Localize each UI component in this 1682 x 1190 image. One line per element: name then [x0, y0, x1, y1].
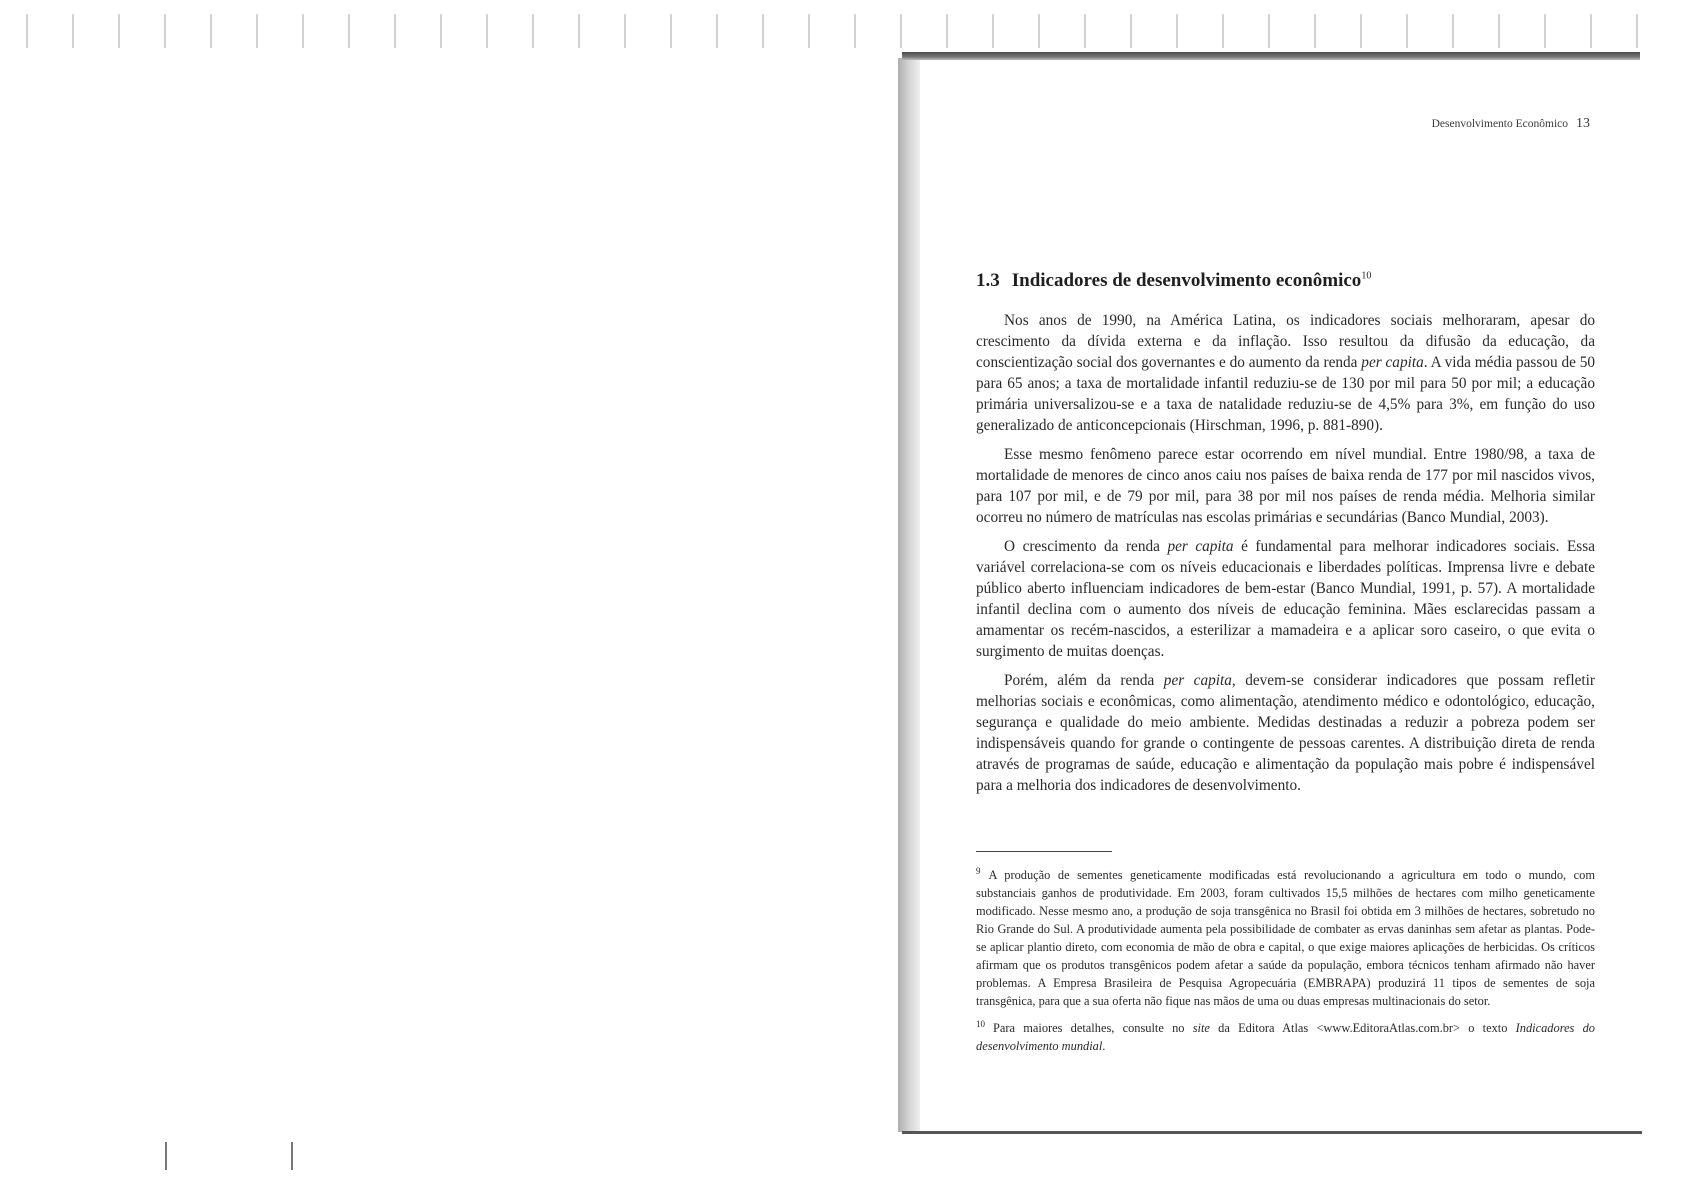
top-rule: [902, 52, 1640, 60]
footnotes: [976, 862, 1595, 1060]
text-run: Porém, além da renda: [1004, 672, 1164, 689]
section-footnote-ref: 10: [1361, 270, 1372, 282]
section-heading: [976, 270, 1596, 292]
italic-text: per capita: [1163, 672, 1232, 689]
footnote-text: [976, 1021, 1595, 1053]
section-number: 1.3: [976, 270, 1000, 291]
text-run: Nos anos de 1990, na América Latina, os indicadores sociais melhoraram, apesar do crescimento da dívida externa e da inflação. Isso resultou da difusão da educação, da conscientização social dos governantes e do aumento da renda: [976, 312, 1595, 371]
spiral-binding: [0, 14, 1682, 48]
text-run: da Editora Atlas <www.EditoraAtlas.com.br> o texto: [1209, 1021, 1516, 1036]
italic-text: Indicadores do desenvolvimento mundial: [976, 1021, 1595, 1054]
body-paragraph: [976, 310, 1595, 436]
text-run: .: [1102, 1039, 1106, 1054]
text-run: Esse mesmo fenômeno parece estar ocorrendo em nível mundial. Entre 1980/98, a taxa de mortalidade de menores de cinco anos caiu nos países de baixa renda de 177 por mil nascidos vivos, para 107 por mil, e de 79 por mil, para 38 por mil nos países de renda média. Melhoria similar ocorreu no número de matrículas nas escolas primárias e secundárias (Banco Mundial, 2003).: [976, 446, 1595, 526]
italic-text: site: [1192, 1021, 1210, 1036]
bottom-rule: [902, 1131, 1642, 1134]
text-run: O crescimento da renda: [1004, 538, 1168, 555]
text-run: . A vida média passou de 50 para 65 anos; a taxa de mortalidade infantil reduziu-se de 130 por mil para 50 por mil; a educação primária universalizou-se e a taxa de natalidade reduziu-se de 4,5% para 3%, em função do uso generalizado de anticoncepcionais (Hirschman, 1996, p. 881-890).: [976, 354, 1596, 434]
footnote-text: [976, 868, 1595, 1008]
italic-text: per capita: [1361, 354, 1424, 371]
body-text: [976, 310, 1595, 804]
page-number: 13: [1576, 116, 1590, 131]
footnote: [976, 1015, 1595, 1055]
text-run: A produção de sementes geneticamente modificadas está revolucionando a agricultura em todo o mundo, com substanciais ganhos de produtividade. Em 2003, foram cultivados 15,5 milhões de hectares com milho geneticamente modificado. Nesse mesmo ano, a produção de soja transgênica no Brasil foi obtida em 3 milhões de hectares, sobretudo no Rio Grande do Sul. A produtividade aumenta pela possibilidade de combater as ervas daninhas sem afetar as plantas. Pode-se aplicar plantio direto, com economia de mão de obra e capital, o que exige maiores aplicações de herbicidas. Os críticos afirmam que os produtos transgênicos podem afetar a saúde da população, embora técnicos tenham afirmado não haver problemas. A Empresa Brasileira de Pesquisa Agropecuária (EMBRAPA) produzirá 11 tipos de sementes de soja transgênica, para que a sua oferta não fique nas mãos de uma ou duas empresas multinacionais do setor.: [976, 868, 1595, 1009]
running-head: [1380, 116, 1590, 132]
footnote: [976, 862, 1595, 1010]
footnote-mark: 9: [976, 866, 981, 876]
footnote-mark: 10: [976, 1019, 985, 1030]
body-paragraph: [976, 670, 1595, 796]
body-paragraph: [976, 536, 1595, 662]
page-gutter-shadow: [898, 58, 920, 1132]
section-title: Indicadores de desenvolvimento econômico: [1011, 270, 1362, 291]
left-page-marks: [165, 1142, 315, 1170]
running-head-title: Desenvolvimento Econômico: [1431, 118, 1568, 130]
text-run: , devem-se considerar indicadores que possam refletir melhorias sociais e econômicas, como alimentação, atendimento médico e odontológico, educação, segurança e qualidade do meio ambiente. Medidas destinadas a reduzir a pobreza podem ser indispensáveis quando for grande o contingente de pessoas carentes. A distribuição direta de renda através de programas de saúde, educação e alimentação da população mais pobre é indispensável para a melhoria dos indicadores de desenvolvimento.: [976, 672, 1595, 794]
italic-text: per capita: [1167, 538, 1234, 555]
text-run: Para maiores detalhes, consulte no: [993, 1021, 1193, 1036]
footnote-divider: [976, 851, 1112, 852]
text-run: é fundamental para melhorar indicadores sociais. Essa variável correlaciona-se com os níveis educacionais e liberdades políticas. Imprensa livre e debate público aberto influenciam indicadores de bem-estar (Banco Mundial, 1991, p. 57). A mortalidade infantil declina com o aumento dos níveis de educação feminina. Mães esclarecidas passam a amamentar os recém-nascidos, a esterilizar a mamadeira e a aplicar soro caseiro, o que evita o surgimento de muitas doenças.: [976, 538, 1596, 660]
body-paragraph: [976, 444, 1595, 528]
